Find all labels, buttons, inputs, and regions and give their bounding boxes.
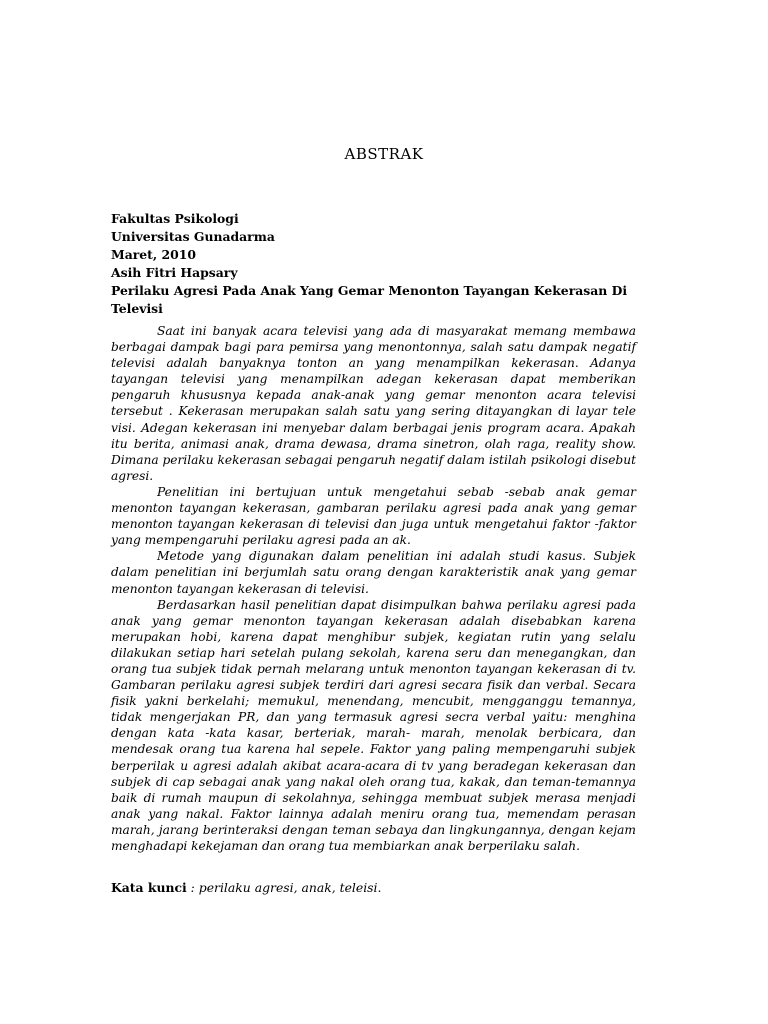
university: Universitas Gunadarma [111, 229, 275, 244]
paragraph-2: Penelitian ini bertujuan untuk mengetahui sebab -sebab anak gemar menonton tayangan kekerasan, gambaran perilaku agresi pada anak yang gemar menonton tayangan kekerasan di televisi dan juga untuk mengetahui faktor -faktor yang mempengaruhi perilaku agresi pada an ak. [111, 484, 636, 548]
page-title: ABSTRAK [344, 145, 424, 163]
header-block [111, 210, 641, 318]
keywords-label: Kata kunci [111, 880, 187, 895]
keywords-line [111, 880, 381, 895]
date: Maret, 2010 [111, 247, 196, 262]
author: Asih Fitri Hapsary [111, 265, 238, 280]
keywords-text: : perilaku agresi, anak, teleisi. [186, 880, 382, 895]
paragraph-1: Saat ini banyak acara televisi yang ada di masyarakat memang membawa berbagai dampak bagi para pemirsa yang menontonnya, salah satu dampak negatif televisi adalah banyaknya tonton an yang menampilkan kekerasan. Adanya tayangan televisi yang menampilkan adegan kekerasan dapat memberikan pengaruh khususnya kepada anak-anak yang gemar menonton acara televisi tersebut . Kekerasan merupakan salah satu yang sering ditayangkan di layar tele visi. Adegan kekerasan ini menyebar dalam berbagai jenis program acara. Apakah itu berita, animasi anak, drama dewasa, drama sinetron, olah raga, reality show. Dimana perilaku kekerasan sebagai pengaruh negatif dalam istilah psikologi disebut agresi. [111, 324, 636, 483]
abstract-body [111, 323, 636, 854]
paragraph-4: Berdasarkan hasil penelitian dapat disimpulkan bahwa perilaku agresi pada anak yang gemar menonton tayangan kekerasan adalah disebabkan karena merupakan hobi, karena dapat menghibur subjek, kegiatan rutin yang selalu dilakukan setiap hari setelah pulang sekolah, karena seru dan menegangkan, dan orang tua subjek tidak pernah melarang untuk menonton tayangan kekerasan di tv. Gambaran perilaku agresi subjek terdiri dari agresi secara fisik dan verbal. Secara fisik yakni berkelahi; memukul, menendang, mencubit, mengganggu temannya, tidak mengerjakan PR, dan yang termasuk agresi secra verbal yaitu: menghina dengan kata -kata kasar, berteriak, marah- marah, menolak berbicara, dan mendesak orang tua karena hal sepele. Faktor yang paling mempengaruhi subjek berperilak u agresi adalah akibat acara-acara di tv yang beradegan kekerasan dan subjek di cap sebagai anak yang nakal oleh orang tua, kakak, dan teman-temannya baik di rumah maupun di sekolahnya, sehingga membuat subjek merasa menjadi anak yang nakal. Faktor lainnya adalah meniru orang tua, memendam perasan marah, jarang berinteraksi dengan teman sebaya dan lingkungannya, dengan kejam menghadapi kekejaman dan orang tua membiarkan anak berperilaku salah. [111, 597, 636, 853]
thesis-title: Perilaku Agresi Pada Anak Yang Gemar Menonton Tayangan Kekerasan Di Televisi [111, 283, 628, 316]
paragraph-3: Metode yang digunakan dalam penelitian ini adalah studi kasus. Subjek dalam penelitian ini berjumlah satu orang dengan karakteristik anak yang gemar menonton tayangan kekerasan di televisi. [111, 549, 636, 596]
faculty: Fakultas Psikologi [111, 211, 239, 226]
